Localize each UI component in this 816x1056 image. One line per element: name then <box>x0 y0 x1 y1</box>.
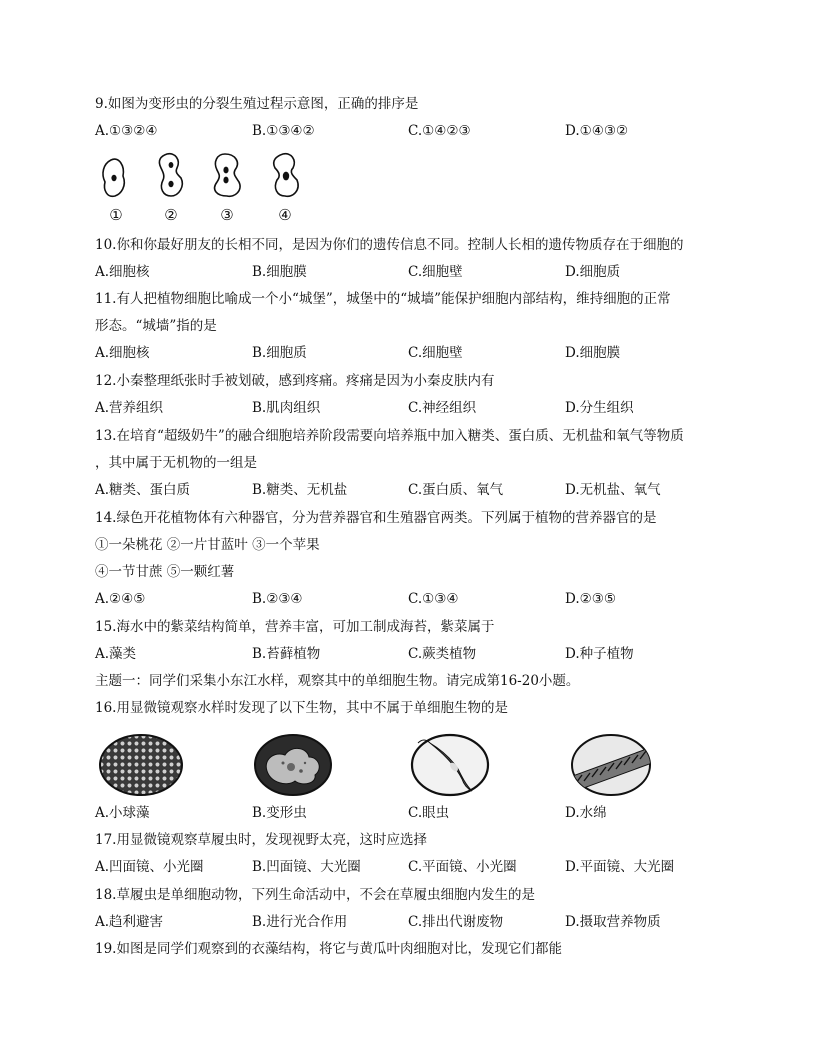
q13-stem-line2: ，其中属于无机物的一组是 <box>95 455 257 471</box>
q18-option-b: B.进行光合作用 <box>252 914 348 930</box>
q15-stem: 15.海水中的紫菜结构简单，营养丰富，可加工制成海苔，紫菜属于 <box>95 619 495 635</box>
q9-option-c: C.①④②③ <box>408 123 471 139</box>
q19-stem: 19.如图是同学们观察到的衣藻结构，将它与黄瓜叶肉细胞对比，发现它们都能 <box>95 941 562 957</box>
q18-option-d: D.摄取营养物质 <box>565 914 661 930</box>
figure-label-3: ③ <box>220 206 234 224</box>
q14-items-line1: ①一朵桃花 ②一片甘蓝叶 ③一个苹果 <box>95 537 320 553</box>
q16-option-a: A.小球藻 <box>95 805 150 821</box>
figure-label-2: ② <box>164 206 178 224</box>
q15-option-b: B.苔藓植物 <box>252 646 321 662</box>
amoeba-stage-3 <box>215 154 240 196</box>
q10-option-c: C.细胞壁 <box>408 264 463 280</box>
q17-option-b: B.凹面镜、大光圈 <box>252 859 361 875</box>
q17-option-c: C.平面镜、小光圈 <box>408 859 517 875</box>
q12-option-b: B.肌肉组织 <box>252 400 321 416</box>
amoeba-division-figure <box>95 150 315 210</box>
q14-stem: 14.绿色开花植物体有六种器官，分为营养器官和生殖器官两类。下列属于植物的营养器官的是 <box>95 510 657 526</box>
q17-option-d: D.平面镜、大光圈 <box>565 859 675 875</box>
q10-option-d: D.细胞质 <box>565 264 621 280</box>
q9-option-b: B.①③④② <box>252 123 315 139</box>
q11-option-b: B.细胞质 <box>252 345 307 361</box>
q13-stem-line1: 13.在培育“超级奶牛”的融合细胞培养阶段需要向培养瓶中加入糖类、蛋白质、无机盐和氧气等物质 <box>95 428 684 444</box>
spirogyra-image <box>570 733 652 797</box>
q12-option-c: C.神经组织 <box>408 400 477 416</box>
amoeba-stage-2 <box>159 154 182 196</box>
nucleus-2b <box>168 181 173 187</box>
nucleus-3b <box>223 177 228 184</box>
q11-option-a: A.细胞核 <box>95 345 150 361</box>
q13-option-c: C.蛋白质、氧气 <box>408 482 504 498</box>
q10-stem: 10.你和你最好朋友的长相不同，是因为你们的遗传信息不同。控制人长相的遗传物质存在于细胞的 <box>95 237 684 253</box>
q14-option-c: C.①③④ <box>408 591 459 607</box>
q16-option-d: D.水绵 <box>565 805 607 821</box>
q16-option-c: C.眼虫 <box>408 805 450 821</box>
nucleus-4 <box>283 172 289 181</box>
q13-option-d: D.无机盐、氧气 <box>565 482 661 498</box>
nucleus-1 <box>111 175 116 181</box>
q11-option-d: D.细胞膜 <box>565 345 621 361</box>
q18-stem: 18.草履虫是单细胞动物，下列生命活动中，不会在草履虫细胞内发生的是 <box>95 887 535 903</box>
q16-option-b: B.变形虫 <box>252 805 307 821</box>
figure-label-4: ④ <box>278 206 292 224</box>
q10-option-a: A.细胞核 <box>95 264 150 280</box>
q12-option-d: D.分生组织 <box>565 400 634 416</box>
q12-option-a: A.营养组织 <box>95 400 164 416</box>
q17-stem: 17.用显微镜观察草履虫时，发现视野太亮，这时应选择 <box>95 832 427 848</box>
figure-label-1: ① <box>109 206 123 224</box>
q16-stem: 16.用显微镜观察水样时发现了以下生物，其中不属于单细胞生物的是 <box>95 700 508 716</box>
q9-option-d: D.①④③② <box>565 123 629 139</box>
q13-option-a: A.糖类、蛋白质 <box>95 482 191 498</box>
q12-stem: 12.小秦整理纸张时手被划破，感到疼痛。疼痛是因为小秦皮肤内有 <box>95 373 495 389</box>
q15-option-c: C.蕨类植物 <box>408 646 477 662</box>
q13-option-b: B.糖类、无机盐 <box>252 482 348 498</box>
euglena-image <box>410 733 490 797</box>
q11-stem-line1: 11.有人把植物细胞比喻成一个小“城堡”，城堡中的“城墙”能保护细胞内部结构，维持细胞的正常 <box>95 291 671 307</box>
q9-option-a: A.①③②④ <box>95 123 158 139</box>
q18-option-c: C.排出代谢废物 <box>408 914 504 930</box>
q11-option-c: C.细胞壁 <box>408 345 463 361</box>
q14-option-b: B.②③④ <box>252 591 303 607</box>
q17-option-a: A.凹面镜、小光圈 <box>95 859 204 875</box>
q11-stem-line2: 形态。“城墙”指的是 <box>95 318 217 334</box>
q14-option-d: D.②③⑤ <box>565 591 616 607</box>
q14-items-line2: ④一节甘蔗 ⑤一颗红薯 <box>95 564 235 580</box>
q18-option-a: A.趋利避害 <box>95 914 164 930</box>
theme1-heading: 主题一：同学们采集小东江水样，观察其中的单细胞生物。请完成第16-20小题。 <box>95 673 580 689</box>
amoeba-image <box>253 733 333 797</box>
nucleus-3a <box>223 167 228 174</box>
q15-option-a: A.藻类 <box>95 646 137 662</box>
q10-option-b: B.细胞膜 <box>252 264 307 280</box>
nucleus-2a <box>169 162 174 168</box>
chlorella-image <box>98 733 184 797</box>
q14-option-a: A.②④⑤ <box>95 591 146 607</box>
q9-stem: 9.如图为变形虫的分裂生殖过程示意图，正确的排序是 <box>95 96 419 112</box>
q15-option-d: D.种子植物 <box>565 646 634 662</box>
